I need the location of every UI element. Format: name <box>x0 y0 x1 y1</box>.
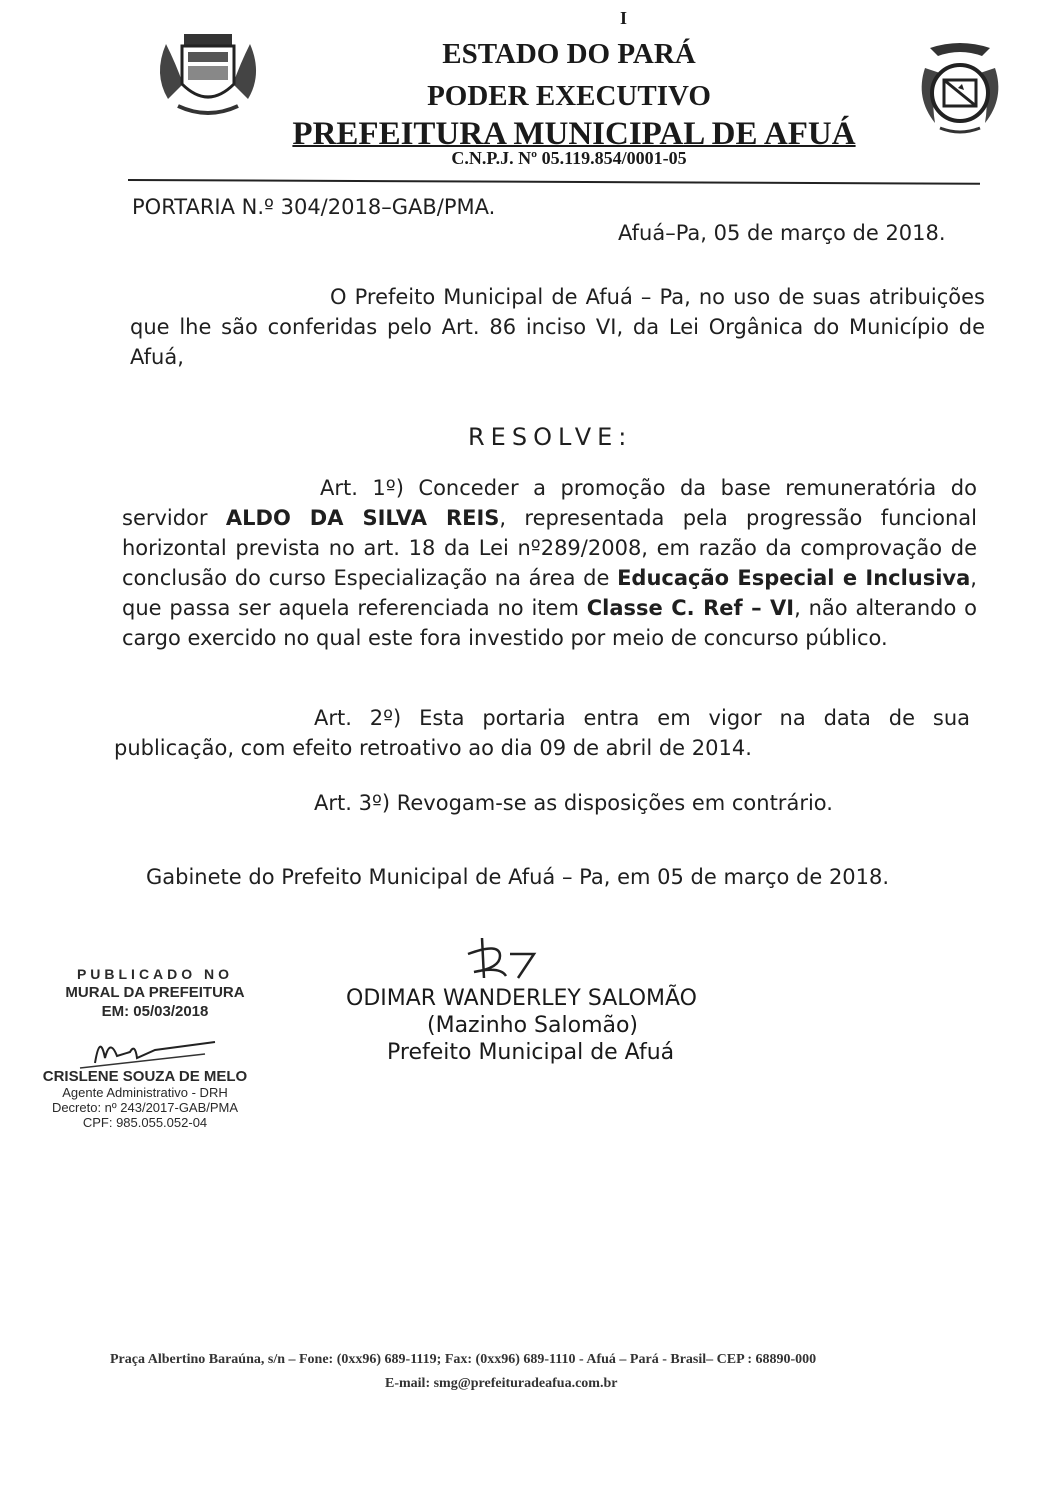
article-1-text-c: , que passa ser aquela referenciada no item <box>122 566 977 620</box>
specialization-area: Educação Especial e Inclusiva <box>617 566 971 590</box>
intro-text: no uso de suas atribuições que lhe são conferidas pelo Art. 86 inciso VI, da Lei Orgânica do Município de Afuá, <box>130 285 985 369</box>
page-mark: I <box>620 8 628 28</box>
header-cnpj: C.N.P.J. Nº 05.119.854/0001-05 <box>451 148 687 168</box>
stamp-signer-decree: Decreto: nº 243/2017-GAB/PMA <box>51 1100 239 1115</box>
article-2 <box>114 703 970 763</box>
header-branch: PODER EXECUTIVO <box>427 80 711 112</box>
mayor-title: Prefeito Municipal de Afuá <box>387 1040 675 1065</box>
stamp-signer <box>30 1068 260 1130</box>
career-class: Classe C. Ref – VI <box>586 596 795 620</box>
stamp-line-2: MURAL DA PREFEITURA <box>65 984 245 1001</box>
header-divider <box>128 179 980 185</box>
article-3-text: Revogam-se as disposições em contrário. <box>396 791 833 815</box>
header-state: ESTADO DO PARÁ <box>442 38 696 70</box>
article-1-text-a: Conceder a promoção da base remuneratória do servidor <box>122 476 977 530</box>
mayor-name: ODIMAR WANDERLEY SALOMÃO <box>346 986 698 1011</box>
stamp-signature-icon <box>75 1028 225 1073</box>
article-1-label: Art. 1º) <box>320 476 404 500</box>
intro-author: O Prefeito Municipal de Afuá – Pa, <box>330 285 691 309</box>
document-date: Afuá–Pa, 05 de março de 2018. <box>618 221 946 245</box>
stamp-signer-role: Agente Administrativo - DRH <box>62 1085 228 1100</box>
article-3 <box>314 788 833 818</box>
stamp-line-1: PUBLICADO NO <box>76 966 234 982</box>
footer-address: Praça Albertino Baraúna, s/n – Fone: (0xx96) 689-1119; Fax: (0xx96) 689-1110 - Afuá – Pará - Brasil– CEP : 68890-000 <box>110 1352 817 1367</box>
resolve-heading: RESOLVE: <box>468 423 633 451</box>
footer-email: E-mail: smg@prefeituradeafua.com.br <box>385 1376 618 1391</box>
article-1-text-d: , não alterando o cargo exercido no qual este fora investido por meio de concurso público. <box>122 596 977 650</box>
document-number: PORTARIA N.º 304/2018–GAB/PMA. <box>132 195 496 219</box>
servant-name: ALDO DA SILVA REIS <box>225 506 500 530</box>
header-municipality: PREFEITURA MUNICIPAL DE AFUÁ <box>292 116 856 152</box>
intro-paragraph <box>130 282 985 372</box>
mayor-nickname: (Mazinho Salomão) <box>427 1013 639 1038</box>
stamp-signer-cpf: CPF: 985.055.052-04 <box>82 1115 208 1130</box>
article-3-label: Art. 3º) <box>314 791 391 815</box>
article-2-label: Art. 2º) <box>314 706 402 730</box>
closing-line: Gabinete do Prefeito Municipal de Afuá – Pa, em 05 de março de 2018. <box>146 865 890 889</box>
stamp-line-3: EM: 05/03/2018 <box>101 1003 209 1020</box>
article-1 <box>122 473 977 653</box>
article-1-text-b: , representada pela progressão funcional horizontal prevista no art. 18 da Lei nº289/2008, em razão da comprovação de conclusão do curso Especialização na área de <box>122 506 977 590</box>
stamp-signer-name: CRISLENE SOUZA DE MELO <box>42 1068 248 1085</box>
publication-stamp <box>40 966 270 1020</box>
mayor-signature-icon <box>460 932 550 982</box>
article-2-text: Esta portaria entra em vigor na data de sua publicação, com efeito retroativo ao dia 09 de abril de 2014. <box>114 706 970 760</box>
